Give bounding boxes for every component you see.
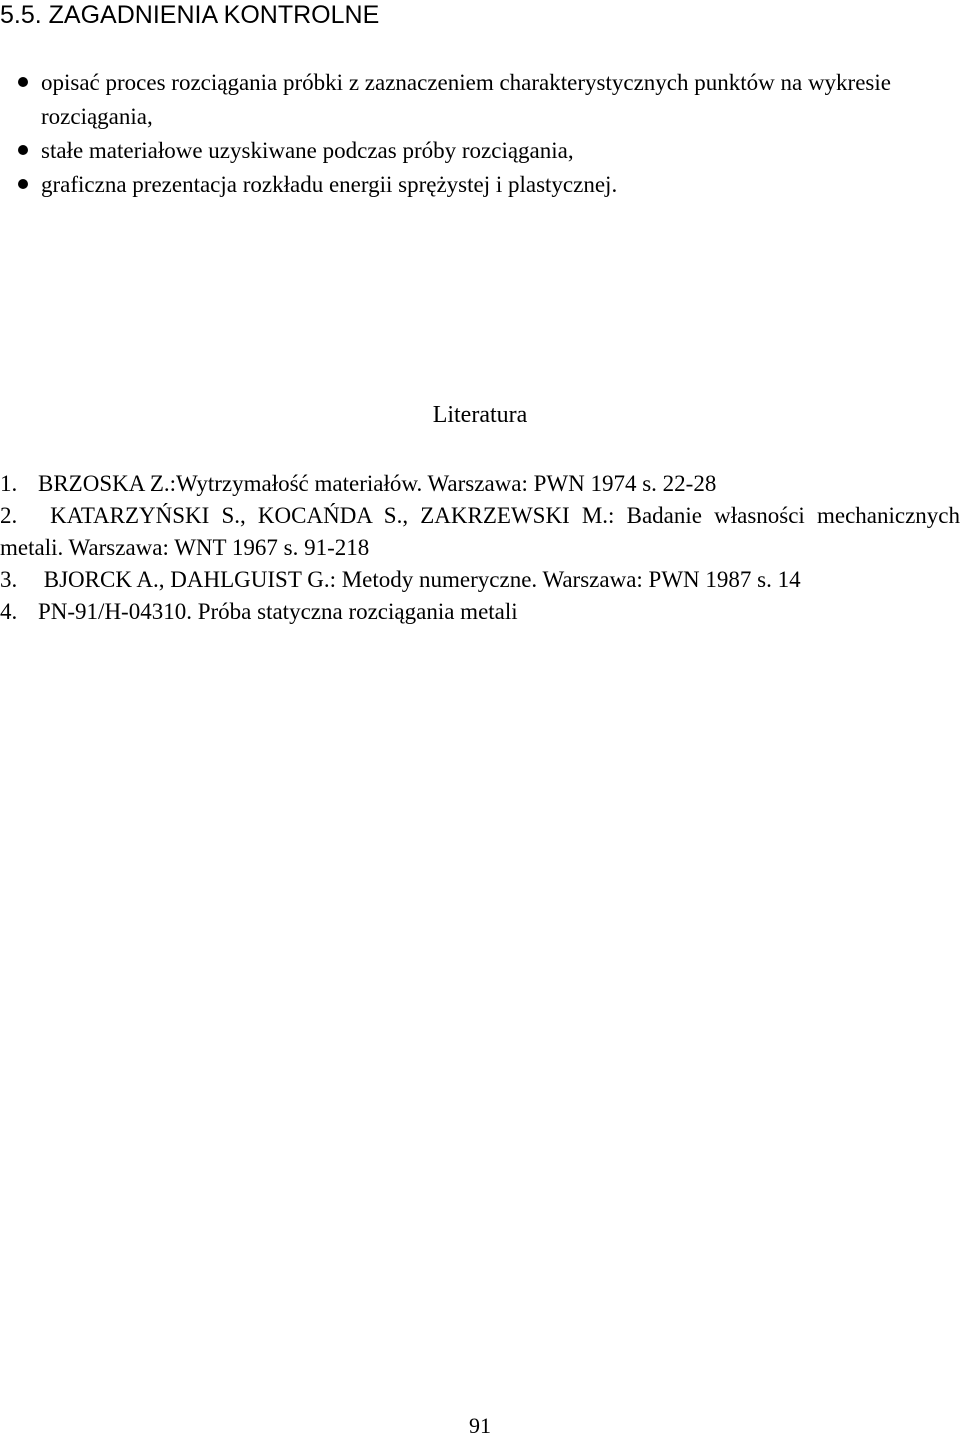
bullet-text: graficzna prezentacja rozkładu energii sprężystej i plastycznej. xyxy=(41,172,618,197)
section-heading: 5.5. ZAGADNIENIA KONTROLNE xyxy=(0,1,380,29)
reference-number: 4. xyxy=(0,599,18,624)
reference-text: BRZOSKA Z.:Wytrzymałość materiałów. Warszawa: PWN 1974 s. 22-28 xyxy=(38,471,717,496)
reference-item xyxy=(0,500,960,564)
reference-number: 1. xyxy=(0,471,18,496)
reference-item xyxy=(0,596,960,628)
reference-text: PN-91/H-04310. Próba statyczna rozciągania metali xyxy=(38,599,518,624)
list-item xyxy=(0,134,960,168)
references-list xyxy=(0,468,960,628)
reference-text: BJORCK A., DAHLGUIST G.: Metody numeryczne. Warszawa: PWN 1987 s. 14 xyxy=(43,567,801,592)
bullet-text: opisać proces rozciągania próbki z zaznaczeniem charakterystycznych punktów na wykresie rozciągania, xyxy=(41,70,891,129)
bullet-icon xyxy=(18,77,28,87)
bullet-icon xyxy=(18,179,28,189)
list-item xyxy=(0,168,960,202)
literature-title: Literatura xyxy=(432,402,528,428)
bullet-text: stałe materiałowe uzyskiwane podczas próby rozciągania, xyxy=(41,138,574,163)
reference-item xyxy=(0,468,960,500)
page-number: 91 xyxy=(469,1413,491,1438)
reference-text: KATARZYŃSKI S., KOCAŃDA S., ZAKRZEWSKI M.: Badanie własności mechanicznych metali. Warszawa: WNT 1967 s. 91-218 xyxy=(0,503,960,560)
list-item xyxy=(0,66,960,134)
control-questions-list xyxy=(0,66,960,202)
bullet-icon xyxy=(18,145,28,155)
reference-item xyxy=(0,564,960,596)
reference-number: 3. xyxy=(0,567,18,592)
reference-number: 2. xyxy=(0,503,18,528)
